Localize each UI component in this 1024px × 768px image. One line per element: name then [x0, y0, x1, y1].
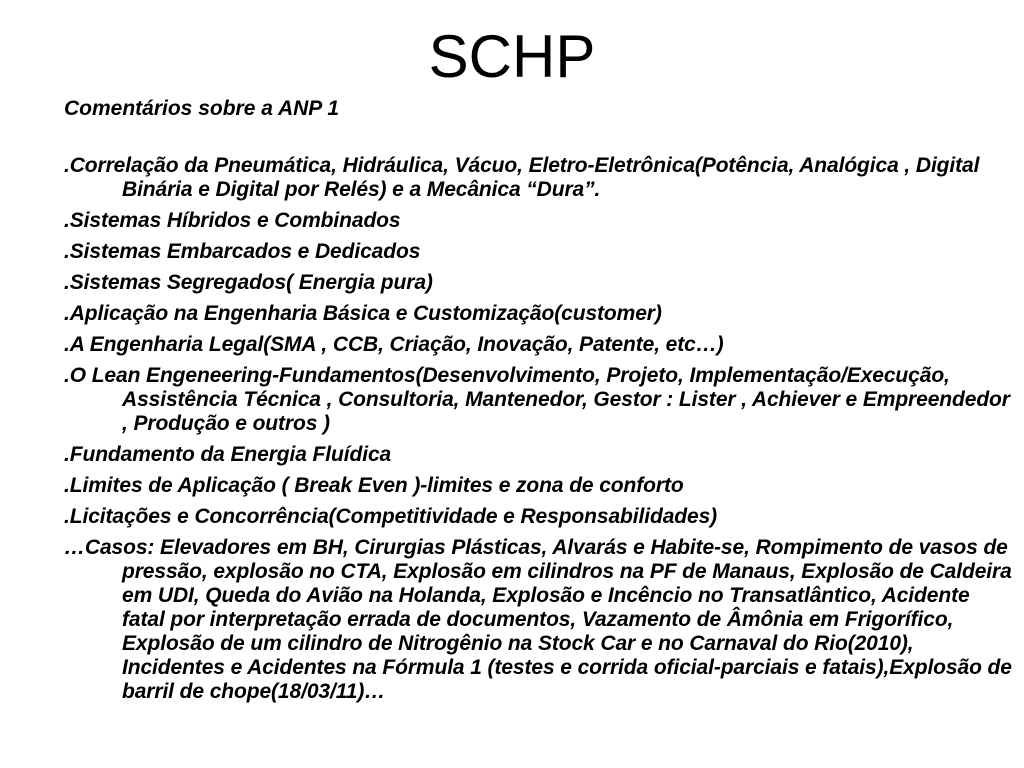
bullet-item-sistemas-embarcados: .Sistemas Embarcados e Dedicados: [64, 240, 421, 263]
bullet-item-sistemas-hibridos: .Sistemas Híbridos e Combinados: [64, 209, 401, 232]
bullet-item-engenharia-legal: .A Engenharia Legal(SMA , CCB, Criação, Inovação, Patente, etc…): [64, 333, 724, 356]
bullet-item-correlacao: .Correlação da Pneumática, Hidráulica, Vácuo, Eletro-Eletrônica(Potência, Analógica , Digital Binária e Digital por Relés) e a Mecânica “Dura”.: [64, 154, 980, 201]
bullet-item-licitacoes: .Licitações e Concorrência(Competitividade e Responsabilidades): [64, 505, 718, 528]
slide-subtitle: Comentários sobre a ANP 1: [64, 97, 340, 120]
bullet-item-limites-aplicacao: .Limites de Aplicação ( Break Even )-limites e zona de conforto: [64, 474, 684, 497]
slide-title: SCHP: [428, 23, 596, 90]
bullet-item-casos: …Casos: Elevadores em BH, Cirurgias Plásticas, Alvarás e Habite-se, Rompimento de vasos de pressão, explosão no CTA, Explosão em cilindros na PF de Manaus, Explosão de Caldeira em UDI, Queda do Avião na Holanda, Explosão e Incêncio no Transatlântico, Acidente fatal por interpretação errada de documentos, Vazamento de Âmônia em Frigorífico, Explosão de um cilindro de Nitrogênio na Stock Car e no Carnaval do Rio(2010), Incidentes e Acidentes na Fórmula 1 (testes e corrida oficial-parciais e fatais),Explosão de barril de chope(18/03/11)…: [64, 536, 1012, 703]
bullet-item-sistemas-segregados: .Sistemas Segregados( Energia pura): [64, 271, 433, 294]
bullet-item-aplicacao: .Aplicação na Engenharia Básica e Customização(customer): [64, 302, 662, 325]
bullet-item-lean-engeneering: .O Lean Engeneering-Fundamentos(Desenvolvimento, Projeto, Implementação/Execução, Assistência Técnica , Consultoria, Mantenedor, Gestor : Lister , Achiever e Empreendedor , Produção e outros ): [64, 364, 1010, 435]
bullet-list: [64, 154, 1014, 711]
bullet-item-energia-fluidica: .Fundamento da Energia Fluídica: [64, 443, 392, 466]
